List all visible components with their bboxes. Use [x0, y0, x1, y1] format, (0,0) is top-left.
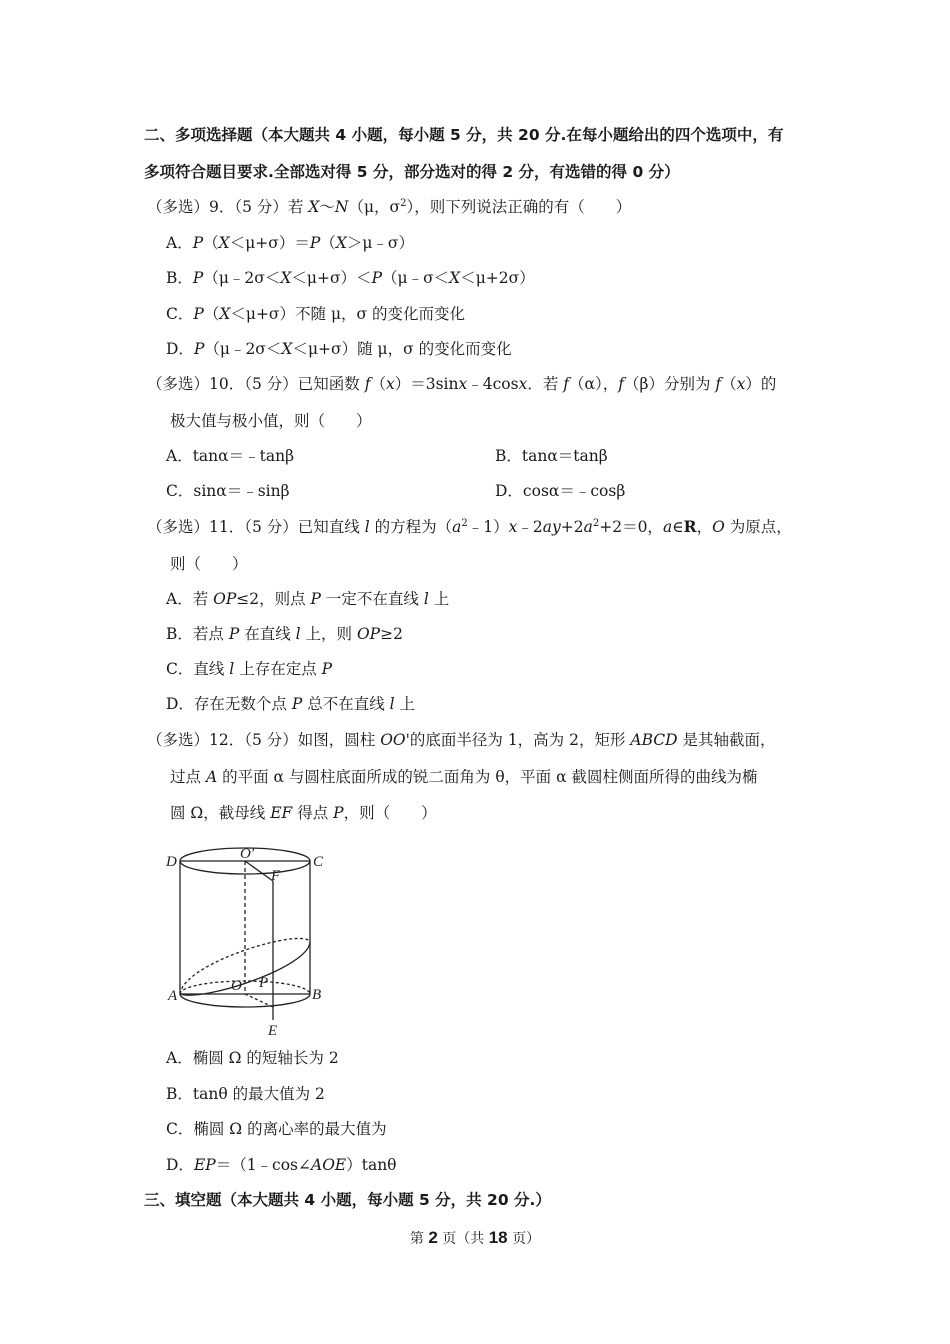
label-e: E	[268, 1023, 278, 1038]
q10-stem-line1: （多选）10．（5 分）已知函数 f（x）＝3sinx﹣4cosx．若 f（α），f（β）分别为 f（x）的	[147, 375, 777, 393]
q11-stem-line2: 则（ ）	[170, 555, 248, 573]
q9-option-b: B．P（μ﹣2σ＜X＜μ+σ）＜P（μ﹣σ＜X＜μ+2σ）	[166, 269, 535, 287]
label-d: D	[166, 854, 177, 870]
q12-stem-line3: 圆 Ω，截母线 EF 得点 P，则（ ）	[170, 804, 437, 822]
label-o: O	[231, 978, 242, 994]
page-number: 2	[428, 1228, 438, 1247]
q9-option-c: C．P（X＜μ+σ）不随 μ，σ 的变化而变化	[166, 305, 466, 323]
segment-o-e	[245, 994, 273, 1007]
q10-stem-line2: 极大值与极小值，则（ ）	[170, 412, 372, 430]
bottom-front-arc	[180, 994, 310, 1007]
section2-header-line1: 二、多项选择题（本大题共 4 小题，每小题 5 分，共 20 分.在每小题给出的四个选项中，有	[144, 126, 784, 144]
segment-o-prime-f	[245, 861, 273, 881]
label-c: C	[313, 854, 324, 870]
q9-option-a: A．P（X＜μ+σ）＝P（X＞μ﹣σ）	[166, 234, 415, 252]
label-f: F	[271, 868, 281, 884]
q10-option-a: A．tanα＝﹣tanβ	[166, 447, 295, 465]
q12-stem-line2: 过点 A 的平面 α 与圆柱底面所成的锐二面角为 θ，平面 α 截圆柱侧面所得的曲线为椭	[170, 768, 758, 786]
q11-option-c: C．直线 l 上存在定点 P	[166, 660, 333, 678]
label-a: A	[168, 988, 178, 1004]
q11-option-a: A．若 OP≤2，则点 P 一定不在直线 l 上	[166, 590, 450, 608]
q11-option-b: B．若点 P 在直线 l 上，则 OP≥2	[166, 625, 403, 643]
total-pages: 18	[488, 1228, 508, 1247]
label-o-prime: O′	[240, 846, 255, 862]
q9-stem: （多选）9．（5 分）若 X～N（μ，$\sigma^2$），则下列说法正确的有（ ）	[147, 198, 632, 216]
page-footer: 第 2 页（共 18 页）	[409, 1228, 541, 1247]
q12-option-c: C．椭圆 Ω 的离心率的最大值为	[166, 1120, 387, 1138]
q10-option-b: B．tanα＝tanβ	[495, 447, 608, 465]
q10-option-c: C．sinα＝﹣sinβ	[166, 482, 290, 500]
q12-stem-line1: （多选）12．（5 分）如图，圆柱 OO'的底面半径为 1，高为 2，矩形 ABCD 是其轴截面，	[147, 731, 776, 749]
q10-option-d: D．cosα＝﹣cosβ	[495, 482, 626, 500]
cylinder-figure	[164, 842, 334, 1038]
q12-option-a: A．椭圆 Ω 的短轴长为 2	[166, 1049, 339, 1067]
q11-stem-line1: （多选）11．（5 分）已知直线 l 的方程为$(a^2﹣1)x﹣2ay+2a^2+2=0$，a∈R，O 为原点，	[147, 517, 792, 536]
label-p: P	[259, 975, 269, 991]
q11-option-d: D．存在无数个点 P 总不在直线 l 上	[166, 695, 416, 713]
q9-option-d: D．P（μ﹣2σ＜X＜μ+σ）随 μ，σ 的变化而变化	[166, 340, 512, 358]
section3-header: 三、填空题（本大题共 4 小题，每小题 5 分，共 20 分.）	[144, 1191, 551, 1209]
q12-option-b: B．tanθ 的最大值为 2	[166, 1085, 325, 1103]
section2-header-line2: 多项符合题目要求.全部选对得 5 分，部分选对的得 2 分，有选错的得 0 分）	[144, 163, 680, 181]
label-b: B	[312, 987, 322, 1003]
q12-option-d: D．EP＝（1﹣cos∠AOE）tanθ	[166, 1156, 397, 1174]
